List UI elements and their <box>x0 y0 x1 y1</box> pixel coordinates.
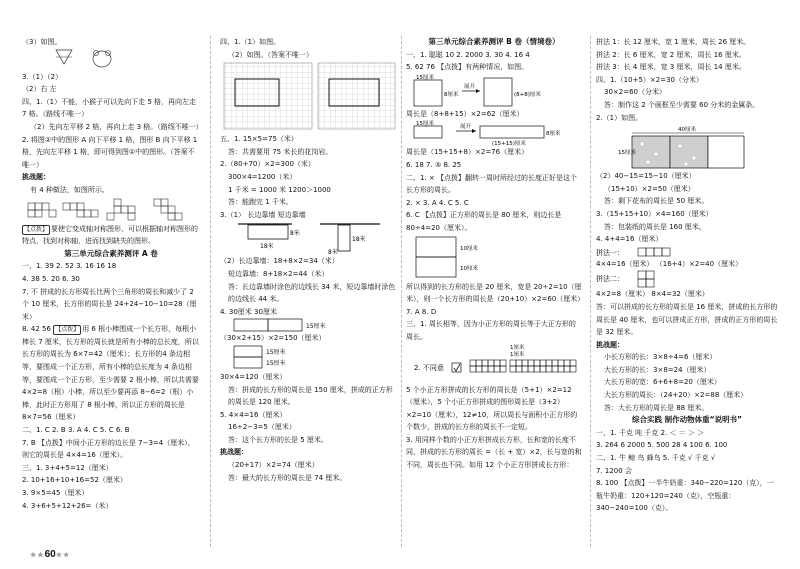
text-line: 有 4 种做法，如图所示。 <box>30 185 109 194</box>
text-line: 周长是（8+8+15）×2=62（厘米） <box>406 109 524 118</box>
section-heading: 挑战题： <box>220 448 248 457</box>
label-10cm: 10厘米 <box>460 245 478 252</box>
label-1cm: 1厘米 <box>510 344 525 351</box>
wall-diagram <box>220 221 398 255</box>
text-line: 拼法 2：长 6 厘米，宽 2 厘米，周长 16 厘米。 <box>596 50 746 59</box>
column-divider <box>401 36 402 547</box>
column-divider <box>590 36 591 547</box>
section-title: 第三单元综合素养测评 B 卷（情境卷） <box>428 37 560 46</box>
text-line: 四、1.（1）如图。 <box>220 38 281 46</box>
text-line: 小长方形的长：3×8÷4=6（厘米） <box>604 353 717 362</box>
arrangement-2 <box>596 270 778 288</box>
text-line: 答：制作这 2 个画框至少需要 60 分米的金属条。 <box>604 100 760 109</box>
label-8-plus-8: (8+8)厘米 <box>514 91 541 98</box>
text-line: 二、1. C 2. B 3. A 4. C 5. C 6. B <box>22 426 130 435</box>
text-line: 3.（1）（2） <box>22 72 63 81</box>
text-line: 答：最大的长方形的周长是 74 厘米。 <box>228 473 347 482</box>
text-line: 300×4=1200（米） <box>228 172 297 181</box>
square-split-diagram <box>406 235 582 281</box>
text-line: 2. × 3. A 4. C 5. C <box>406 198 469 207</box>
text-line: 4×2=8（厘米） 8×4=32（厘米） <box>596 290 709 299</box>
text-line: 4. 30厘米 30厘米 <box>220 307 277 316</box>
label-10cm: 10厘米 <box>460 265 478 272</box>
label-15cm: 15厘米 <box>266 359 286 367</box>
text-line: （3）如图。 <box>22 38 62 46</box>
text-line: 答：拼成的长方形的周长是 150 厘米，拼成的正方形的周长是 120 厘米。 <box>228 385 393 407</box>
text-line: 3. 264 6 2000 5. 500 28 4 100 6. 100 <box>596 441 728 450</box>
text-line: 答：能跑完 1 千米。 <box>228 198 293 207</box>
text-line: 3.（15+15+10）×4=160（厘米） <box>596 209 713 218</box>
shaded-area <box>632 136 670 168</box>
text-line: 3. 用同样个数的小正方形拼成长方形，长和宽的长度不同，拼成的长方形的周长 =（长 + 宽）×2，长与宽的和不同，周长也不同。如用 12 个小正方形拼成长方形： <box>406 435 582 470</box>
text-line: 2. 10+16+10+16=52（厘米） <box>22 476 127 485</box>
text-line: 3.（1） 长边靠墙 短边靠墙 <box>220 210 306 219</box>
text-line: 拼法二： <box>596 275 624 284</box>
text-line: 5. 62 76 【点拨】有两种情况，如图。 <box>406 63 529 72</box>
grid-figure <box>220 61 398 133</box>
text-line: （2）长边靠墙：18+8×2=34（米） <box>220 257 339 266</box>
unfold-diagram-2 <box>406 120 582 146</box>
label-18m: 18米 <box>352 236 366 244</box>
label-8m: 8米 <box>290 230 300 238</box>
text-line: 答：剩下花布的周长是 50 厘米。 <box>604 197 709 206</box>
star-icon: ★★ <box>30 552 45 559</box>
text-line: 拼法 1：长 12 厘米，宽 1 厘米，周长 26 厘米。 <box>596 38 751 46</box>
text-line: 答：大长方形的周长是 88 厘米。 <box>604 403 709 412</box>
label-8cm: 8厘米 <box>444 91 459 98</box>
text-line: 答：可以拼成的长方形的周长是 16 厘米，拼成的长方形的周长是 40 厘米，也可以拼成正方形，拼成的正方形的周长是 32 厘米。 <box>596 302 778 337</box>
label-15cm: 15厘米 <box>416 74 434 81</box>
text-line: 4×4=16（厘米） （16+4）×2=40（厘米） <box>596 259 743 268</box>
text-line: 二、1. × 【点拨】翻转一周时所经过的长度正好是这个长方形的周长。 <box>406 173 577 195</box>
tip-text: 用 6 根小棒围成一个长方形，每根小棒长 7 厘米，长方形的周长就是所有小棒的总长度，所以长方形的周长为 6×7=42（厘米）；长方形的4 条边相等，要围成一个正方形，所有小棒的总长度为 4 条边相等，要围成一个正方形，至少需要 2 根小棒，所以共需要 4×2=8（根）小棒，所以至少要再添 8−6=2（根）小棒，此时正方形用了 8 根小棒，所以正方形的周长是 8×7=56（厘米） <box>22 325 199 422</box>
text-line: 大长方形的宽：6+6+8=20（厘米） <box>604 378 721 387</box>
label-15-plus-15: (15+15)厘米 <box>492 141 526 147</box>
small-squares-diagram <box>406 344 582 384</box>
column-divider <box>210 36 211 547</box>
text-line: 5 个小正方形拼成的长方形的周长是（5+1）×2=12（厘米），5 个小正方形拼成的图形周长是（3+2）×2=10（厘米），12≠10，所以周长与面积小正方形的个数少，拼成的长方形的周长不一定短。 <box>406 385 578 432</box>
text-line: 一、1. 聪聪 10 2. 2000 3. 30 4. 16 4 <box>406 50 530 59</box>
label-18m: 18米 <box>260 243 274 251</box>
section-title: 综合实践 制作动物体重“说明书” <box>632 415 742 425</box>
text-line: 一、1. 千克 吨 千克 2. ＜ ＝ ＞ ＞ <box>596 428 705 437</box>
page-number-value: 60 <box>44 549 56 560</box>
text-line: 7. 不 拼成的长方形周长比两个三角形的周长和减少了 2 个 10 厘米，长方形的周长是 24+24−10−10=28（厘米） <box>22 287 197 321</box>
text-line: （15+10）×2=50（厘米） <box>604 184 695 193</box>
text-line: （2）40−15=15−10（厘米） <box>596 172 696 181</box>
symmetry-figures <box>22 49 200 71</box>
label-15cm: 15厘米 <box>416 121 434 128</box>
text-line: 4. 3+6+5+12+26=（米） <box>22 501 113 510</box>
text-line: 4. 38 5. 20 6. 30 <box>22 274 80 283</box>
text-line: 3. 9×5=45（厘米） <box>22 489 89 497</box>
text-line: 6. C 【点拨】正方形的周长是 80 厘米，则边长是 80÷4=20（厘米）。 <box>406 211 562 232</box>
page-number <box>30 549 70 560</box>
text-line: 一、1. 39 2. 52 3. 16 16 18 <box>22 262 117 271</box>
text-line: 答：共需要用 75 米长的花岗岩。 <box>228 147 333 156</box>
text-line: 三、1. 3+4+5=12（厘米） <box>22 463 113 472</box>
column-4 <box>596 36 778 515</box>
text-line: 所以得到的长方形的长是 20 厘米，宽是 20÷2=10（厘米），则一个长方形的周长是（20+10）×2=60（厘米） <box>406 282 585 304</box>
label-8cm: 8厘米 <box>546 131 561 138</box>
label-15cm: 15厘米 <box>306 323 326 331</box>
text-line: 30×2=60（分米） <box>604 88 666 97</box>
tip-tag: 【点拨】 <box>24 225 49 233</box>
text-line: 1 千米 = 1000 米 1200＞1000 <box>228 185 331 194</box>
text-line: 2.（1）如图。 <box>596 113 643 122</box>
text-line: 三、1. 周长相等，因为小正方形的周长等于大正方形的周长。 <box>406 320 576 341</box>
text-line: 答：长边靠墙时涂色的边线长 34 米，短边靠墙时涂色的边线长 44 米。 <box>228 282 396 304</box>
rectangles-diagram <box>220 318 398 332</box>
text-line: 7. B 【点拨】中间小正方形的边长是 7−3=4（厘米），则它的周长是 4×4=16（厘米）。 <box>22 438 195 460</box>
text-line: 8. 100 【点拨】一半牛奶重：340−220=120（克），一瓶牛奶重：120+120=240（克），空瓶重：340−240=100（克）。 <box>596 479 774 513</box>
text-line: 四、1.（1）不能，小猴子可以先向下走 5 格，再向左走 7 格。（路线不唯一） <box>22 97 197 119</box>
tip-text: 要使它变成轴对称图形，可以根据轴对称图形的特点，找到对称轴，进而找到缺失的图形。 <box>22 224 199 246</box>
column-3 <box>406 36 585 472</box>
label-unfold: 展开 <box>460 124 472 131</box>
text-line: 2.（80+70）×2=300（米） <box>220 160 315 169</box>
text-line: 五、1. 15×5=75（米） <box>220 135 298 144</box>
text-line: 6. 18 7. ⑤ 8. 25 <box>406 160 462 169</box>
text-line: 8. 42 56 <box>22 325 51 334</box>
column-1 <box>22 36 203 512</box>
label-unfold: 展开 <box>464 83 476 90</box>
label-1cm: 1厘米 <box>510 351 525 358</box>
text-line: （2）如图。（答案不唯一） <box>228 50 313 59</box>
text-line: 大长方形的长：3×8=24（厘米） <box>604 365 711 374</box>
text-line: 7. A 8. D <box>406 307 437 316</box>
label-15cm: 15厘米 <box>266 348 286 356</box>
text-line: 30×4=120（厘米） <box>220 372 287 381</box>
text-line: 短边靠墙：8+18×2=44（米） <box>228 269 329 278</box>
section-title: 第三单元综合素养测评 A 卷 <box>64 248 158 258</box>
tip-line <box>22 223 200 248</box>
text-line: 16÷2−3=5（厘米） <box>228 423 296 432</box>
text-line: （2）右 左 <box>22 85 57 94</box>
text-line: 答：这个长方形的长是 5 厘米。 <box>228 435 328 444</box>
text-line: 7. 1200 会 <box>596 466 632 475</box>
arrangement-1 <box>596 246 778 258</box>
text-line: 4. 4+4=16（厘米） <box>596 235 663 244</box>
label-15cm: 15厘米 <box>618 150 636 157</box>
text-line: 大长方形的周长：（24+20）×2=88（厘米） <box>604 391 748 400</box>
tip-line <box>22 323 200 424</box>
bear-shape <box>93 51 111 67</box>
shaded-area <box>670 136 708 168</box>
text-line: 周长是（15+15+8）×2=76（厘米） <box>406 148 529 157</box>
cloth-diagram <box>596 124 778 170</box>
label-40cm: 40厘米 <box>678 127 696 134</box>
star-icon: ★★ <box>55 552 71 559</box>
text-line: 拼法一： <box>596 248 624 257</box>
text-line: 拼法 3：长 4 厘米，宽 3 厘米，周长 14 厘米。 <box>596 63 746 72</box>
text-line: 四、1.（10+5）×2=30（分米） <box>596 75 703 84</box>
text-line: （30×2+15）×2=150（厘米） <box>220 334 326 343</box>
text-line: （2）先向左平移 2 格，再向上走 3 格。（路线不唯一） <box>30 122 203 131</box>
section-heading: 挑战题： <box>596 340 624 349</box>
unfold-diagram-1 <box>406 74 582 108</box>
section-heading: 挑战题： <box>22 173 50 182</box>
text-line: 2. 将图②中的图形 A 向下平移 1 格，图形 B 向下平移 1 格，先向左平移 1 格，即可得到图①中的图形。（答案不唯一） <box>22 135 198 169</box>
cube-nets-figure <box>22 197 200 223</box>
label-8m: 8米 <box>328 249 338 256</box>
square-diagram <box>220 345 398 371</box>
text-line: （20+17）×2=74（厘米） <box>228 461 319 470</box>
text-line: 5. 4×4=16（厘米） <box>220 410 287 419</box>
column-2 <box>220 36 398 484</box>
text-line: 答：包装纸的周长是 160 厘米。 <box>604 222 706 231</box>
text-line: 2. 不同意 <box>414 363 444 372</box>
tip-tag: 【点拨】 <box>55 326 80 334</box>
text-line: 二、1. 牛 鲸 鸟 蜂鸟 5. 千克 √ 千克 √ <box>596 454 716 463</box>
